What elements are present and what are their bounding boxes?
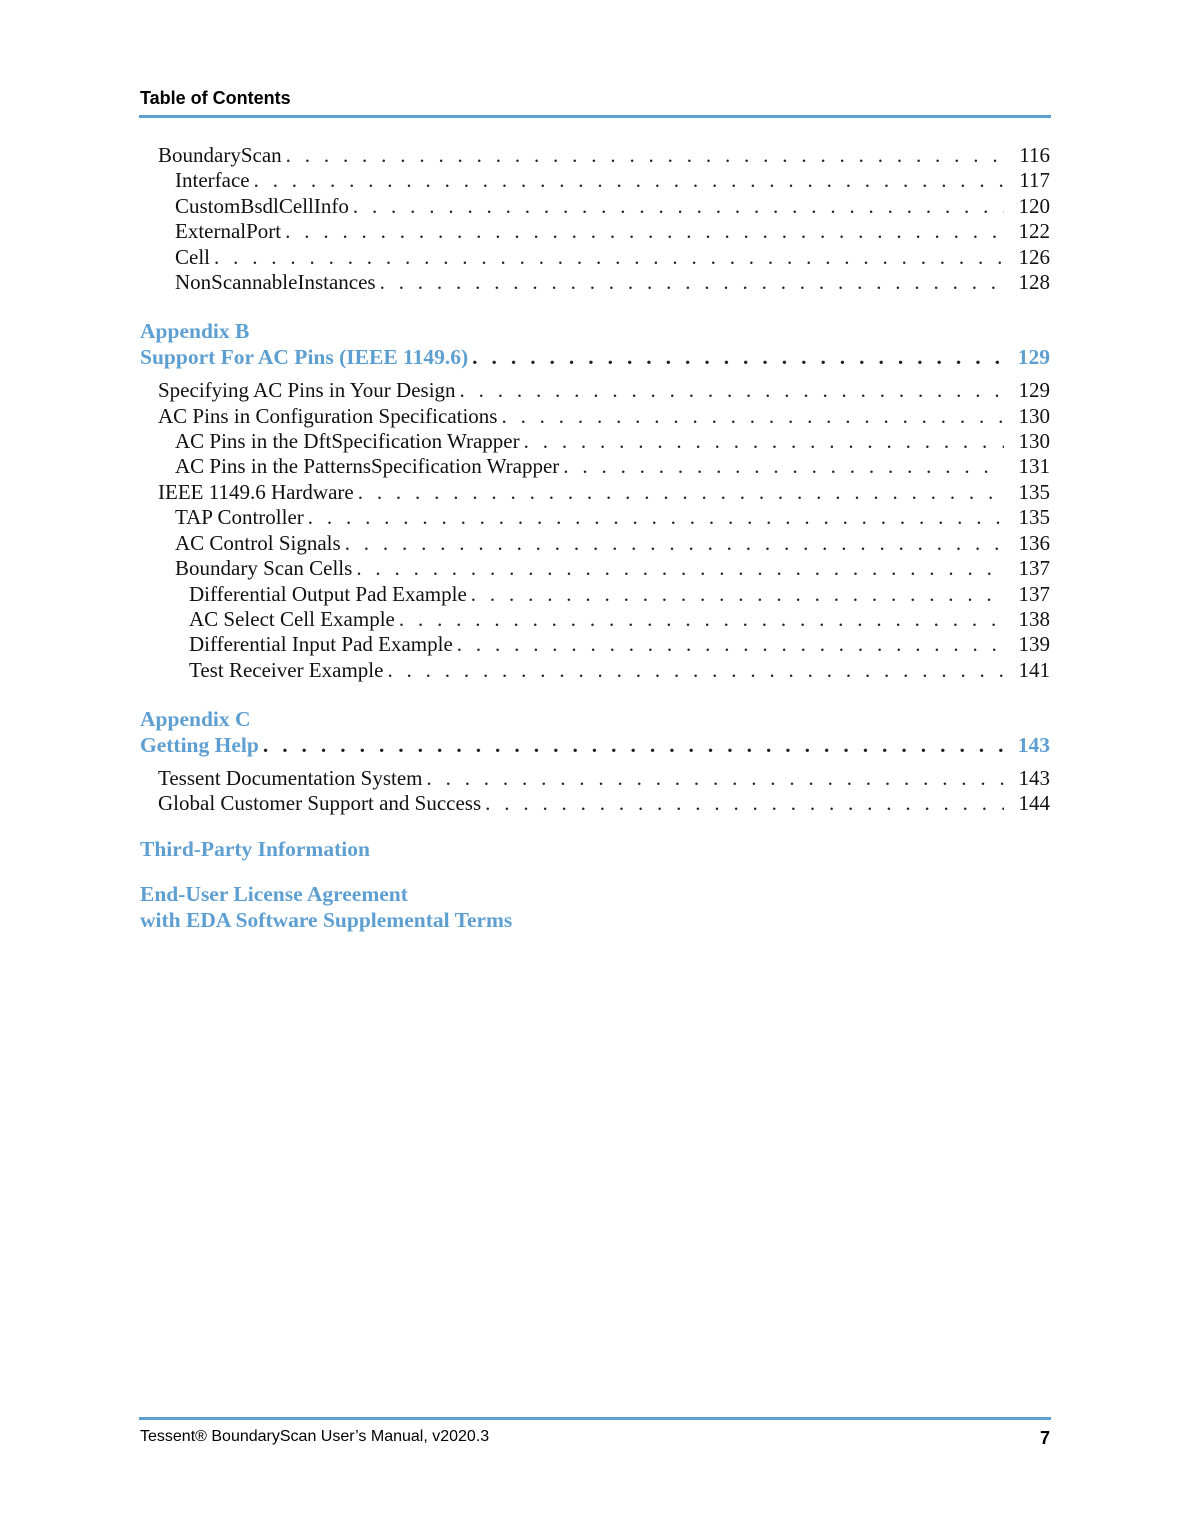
toc-entry-page: 143	[1017, 732, 1050, 757]
toc-entry-ac-pins-config[interactable]	[140, 404, 1050, 429]
toc-leader-dots	[485, 791, 1004, 816]
toc-leader-dots	[460, 378, 1004, 403]
toc-entry-ac-pins-patternsspec[interactable]	[140, 454, 1050, 479]
toc-leader-dots	[308, 505, 1004, 530]
footer-rule	[139, 1417, 1051, 1420]
toc-entry-cell[interactable]	[140, 245, 1050, 270]
toc-entry-page: 130	[1018, 429, 1050, 454]
toc-entry-ieee-hardware[interactable]	[140, 480, 1050, 505]
toc-entry-tap-controller[interactable]	[140, 505, 1050, 530]
toc-leader-dots	[254, 168, 1004, 193]
toc-entry-diff-input-pad[interactable]	[140, 632, 1050, 657]
toc-entry-page: 129	[1018, 378, 1050, 403]
toc-entry-customer-support[interactable]	[140, 791, 1050, 816]
toc-entry-boundary-scan-cells[interactable]	[140, 556, 1050, 581]
toc-entry-ac-select-cell[interactable]	[140, 607, 1050, 632]
toc-entry-ac-control-signals[interactable]	[140, 531, 1050, 556]
toc-leader-dots	[353, 194, 1004, 219]
toc-entry-title: IEEE 1149.6 Hardware	[158, 479, 354, 504]
toc-entry-title: Test Receiver Example	[189, 657, 384, 682]
footer-page-number: 7	[1039, 1428, 1050, 1448]
toc-entry-title: Differential Input Pad Example	[189, 632, 453, 657]
toc-entry-page: 131	[1018, 454, 1050, 479]
toc-entry-title: AC Pins in the DftSpecification Wrapper	[175, 429, 520, 454]
toc-entry-page: 129	[1017, 344, 1050, 369]
toc-entry-doc-system[interactable]	[140, 766, 1050, 791]
toc-entry-diff-output-pad[interactable]	[140, 582, 1050, 607]
toc-leader-dots	[563, 454, 1004, 479]
toc-leader-dots	[472, 345, 1004, 370]
toc-entry-title: Differential Output Pad Example	[189, 581, 467, 606]
toc-entry-page: 138	[1018, 606, 1050, 631]
toc-leader-dots	[501, 404, 1004, 429]
toc-entry-title: TAP Controller	[175, 505, 304, 530]
toc-leader-dots	[380, 270, 1004, 295]
footer-manual-title: Tessent® BoundaryScan User’s Manual, v2020.3	[140, 1428, 490, 1445]
toc-entry-page: 128	[1018, 270, 1050, 295]
toc-entry-test-receiver[interactable]	[140, 658, 1050, 683]
toc-leader-dots	[285, 219, 1004, 244]
toc-leader-dots	[345, 531, 1004, 556]
toc-entry-title: AC Select Cell Example	[189, 606, 395, 631]
toc-entry-appendix-c[interactable]	[140, 733, 1050, 758]
toc-leader-dots	[399, 607, 1004, 632]
toc-entry-page: 117	[1019, 168, 1050, 193]
toc-entry-title: BoundaryScan	[158, 143, 282, 167]
toc-entry-page: 144	[1018, 791, 1050, 816]
toc-entry-page: 135	[1018, 505, 1050, 530]
toc-entry-page: 120	[1018, 193, 1050, 218]
toc-leader-dots	[427, 766, 1005, 791]
toc-leader-dots	[286, 143, 1004, 168]
table-of-contents	[140, 143, 1050, 933]
toc-entry-title: Cell	[175, 244, 210, 269]
third-party-information-link[interactable]: Third-Party Information	[140, 836, 370, 861]
toc-entry-externalport[interactable]	[140, 219, 1050, 244]
eula-link-line1[interactable]: End-User License Agreement	[140, 882, 408, 907]
toc-leader-dots	[214, 245, 1004, 270]
toc-entry-title: Global Customer Support and Success	[158, 791, 482, 816]
toc-entry-title: Interface	[175, 168, 250, 193]
appendix-c-label[interactable]: Appendix C	[140, 707, 251, 732]
toc-entry-title: AC Pins in Configuration Specifications	[158, 403, 498, 428]
toc-leader-dots	[356, 556, 1004, 581]
toc-entry-page: 126	[1018, 244, 1050, 269]
toc-entry-ac-pins-dftspec[interactable]	[140, 429, 1050, 454]
toc-entry-page: 137	[1018, 556, 1050, 581]
toc-entry-page: 135	[1018, 479, 1050, 504]
toc-entry-title: Boundary Scan Cells	[175, 556, 353, 581]
toc-entry-page: 143	[1018, 765, 1050, 790]
toc-entry-title: Specifying AC Pins in Your Design	[158, 378, 456, 403]
toc-entry-interface[interactable]	[140, 168, 1050, 193]
toc-entry-appendix-b[interactable]	[140, 345, 1050, 370]
toc-leader-dots	[457, 632, 1004, 657]
toc-entry-page: 116	[1019, 143, 1050, 167]
toc-entry-nonscannableinstances[interactable]	[140, 270, 1050, 295]
toc-entry-title: NonScannableInstances	[175, 270, 376, 295]
toc-entry-specifying-ac-pins[interactable]	[140, 378, 1050, 403]
page-header-title: Table of Contents	[140, 88, 291, 108]
toc-entry-title: Tessent Documentation System	[158, 765, 423, 790]
toc-entry-page: 137	[1018, 581, 1050, 606]
header-rule	[139, 115, 1051, 118]
appendix-b-label[interactable]: Appendix B	[140, 319, 250, 344]
toc-leader-dots	[387, 658, 1004, 683]
toc-leader-dots	[524, 429, 1004, 454]
toc-entry-custombsdlcellinfo[interactable]	[140, 194, 1050, 219]
toc-entry-boundaryscan[interactable]	[140, 143, 1050, 168]
toc-entry-title: ExternalPort	[175, 219, 282, 244]
toc-leader-dots	[358, 480, 1004, 505]
toc-entry-title: Support For AC Pins (IEEE 1149.6)	[140, 344, 469, 369]
toc-entry-title: CustomBsdlCellInfo	[175, 193, 349, 218]
toc-entry-page: 136	[1018, 530, 1050, 555]
eula-link-line2[interactable]: with EDA Software Supplemental Terms	[140, 907, 513, 932]
toc-entry-page: 130	[1018, 403, 1050, 428]
toc-entry-page: 141	[1018, 657, 1050, 682]
toc-entry-page: 139	[1018, 632, 1050, 657]
toc-entry-title: Getting Help	[140, 732, 259, 757]
toc-leader-dots	[471, 582, 1004, 607]
toc-entry-title: AC Control Signals	[175, 530, 341, 555]
toc-entry-title: AC Pins in the PatternsSpecification Wrapper	[175, 454, 560, 479]
toc-entry-page: 122	[1018, 219, 1050, 244]
toc-leader-dots	[263, 733, 1004, 758]
